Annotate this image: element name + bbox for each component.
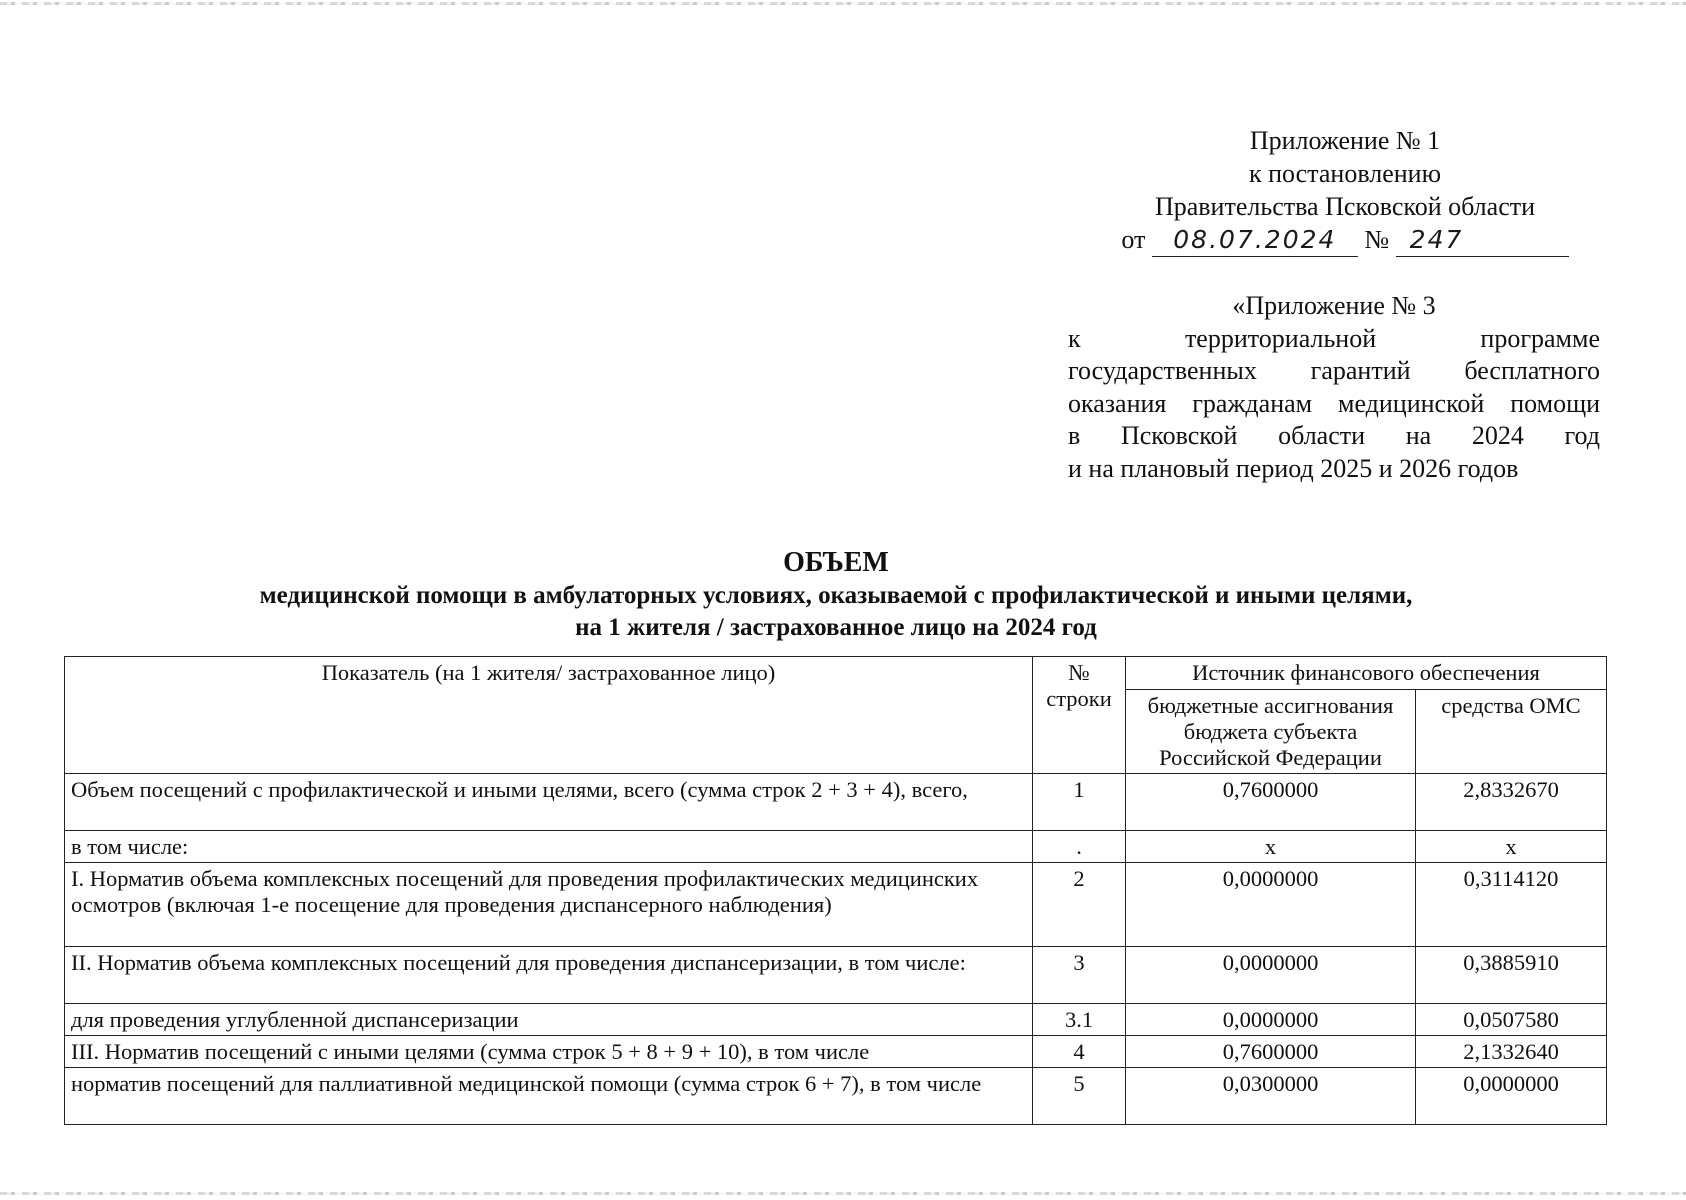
row-label: в том числе: — [65, 831, 1033, 863]
annex-line-3: оказания гражданам медицинской помощи — [1068, 388, 1600, 418]
row-budget-value: 0,0000000 — [1126, 947, 1416, 1004]
row-number: . — [1033, 831, 1126, 863]
annex-line-5: и на плановый период 2025 и 2026 годов — [1068, 453, 1519, 483]
row-oms-value: 2,8332670 — [1416, 774, 1607, 831]
row-label: Объем посещений с профилактической и иными целями, всего (сумма строк 2 + 3 + 4), всего, — [65, 774, 1033, 831]
scan-edge-top — [0, 2, 1686, 5]
annex-title: «Приложение № 3 — [1232, 291, 1436, 320]
header-budget: бюджетные ассигнования бюджета субъекта Российской Федерации — [1126, 690, 1416, 774]
row-budget-value: 0,0300000 — [1126, 1068, 1416, 1125]
row-label: для проведения углубленной диспансеризации — [65, 1004, 1033, 1036]
table-row — [65, 774, 1607, 831]
number-prefix: № — [1364, 225, 1390, 254]
row-number: 3 — [1033, 947, 1126, 1004]
row-budget-value: 0,0000000 — [1126, 863, 1416, 947]
row-oms-value: x — [1416, 831, 1607, 863]
volume-table — [64, 656, 1607, 1125]
title-sub-1: медицинской помощи в амбулаторных условиях, оказываемой с профилактической и иными целями, — [259, 582, 1413, 609]
table-row — [65, 831, 1607, 863]
row-oms-value: 0,0507580 — [1416, 1004, 1607, 1036]
row-number: 2 — [1033, 863, 1126, 947]
table-row — [65, 1004, 1607, 1036]
row-budget-value: 0,0000000 — [1126, 1004, 1416, 1036]
header-row-number: № строки — [1033, 657, 1126, 774]
header-funding-source: Источник финансового обеспечения — [1126, 657, 1607, 690]
row-label: I. Норматив объема комплексных посещений для проведения профилактических медицинских осмотров (включая 1-е посещение для проведения диспансерного наблюдения) — [65, 863, 1033, 947]
title-sub-2: на 1 жителя / застрахованное лицо на 2024 год — [575, 614, 1097, 641]
row-label: III. Норматив посещений с иными целями (сумма строк 5 + 8 + 9 + 10), в том числе — [65, 1036, 1033, 1068]
row-oms-value: 0,3885910 — [1416, 947, 1607, 1004]
row-number: 1 — [1033, 774, 1126, 831]
annex-block — [1068, 290, 1600, 485]
row-budget-value: 0,7600000 — [1126, 774, 1416, 831]
annex-line-1: к территориальной программе — [1068, 323, 1600, 353]
row-budget-value: 0,7600000 — [1126, 1036, 1416, 1068]
row-label: норматив посещений для паллиативной медицинской помощи (сумма строк 6 + 7), в том числе — [65, 1068, 1033, 1125]
header-oms: средства ОМС — [1416, 690, 1607, 774]
row-oms-value: 0,0000000 — [1416, 1068, 1607, 1125]
approval-block — [1110, 124, 1580, 257]
row-number: 4 — [1033, 1036, 1126, 1068]
row-budget-value: x — [1126, 831, 1416, 863]
document-title — [66, 546, 1606, 644]
scan-edge-bottom — [0, 1192, 1686, 1195]
header-row-1 — [65, 657, 1607, 690]
table-row — [65, 863, 1607, 947]
title-main: ОБЪЕМ — [783, 547, 889, 578]
annex-line-4: в Псковской области на 2024 год — [1068, 421, 1600, 450]
table-row — [65, 947, 1607, 1004]
approval-line-1: Приложение № 1 — [1249, 126, 1441, 155]
approval-line-3: Правительства Псковской области — [1154, 192, 1536, 221]
approval-line-2: к постановлению — [1248, 159, 1442, 188]
table-row — [65, 1068, 1607, 1125]
annex-line-2: государственных гарантий бесплатного — [1068, 356, 1600, 385]
row-label: II. Норматив объема комплексных посещений для проведения диспансеризации, в том числе: — [65, 947, 1033, 1004]
handwritten-number: 247 — [1396, 226, 1569, 257]
row-number: 5 — [1033, 1068, 1126, 1125]
handwritten-date: 08.07.2024 — [1152, 226, 1358, 257]
row-number: 3.1 — [1033, 1004, 1126, 1036]
row-oms-value: 2,1332640 — [1416, 1036, 1607, 1068]
table-row — [65, 1036, 1607, 1068]
row-oms-value: 0,3114120 — [1416, 863, 1607, 947]
header-indicator: Показатель (на 1 жителя/ застрахованное лицо) — [65, 657, 1033, 774]
date-prefix: от — [1121, 225, 1146, 254]
approval-date-line — [1110, 223, 1580, 257]
